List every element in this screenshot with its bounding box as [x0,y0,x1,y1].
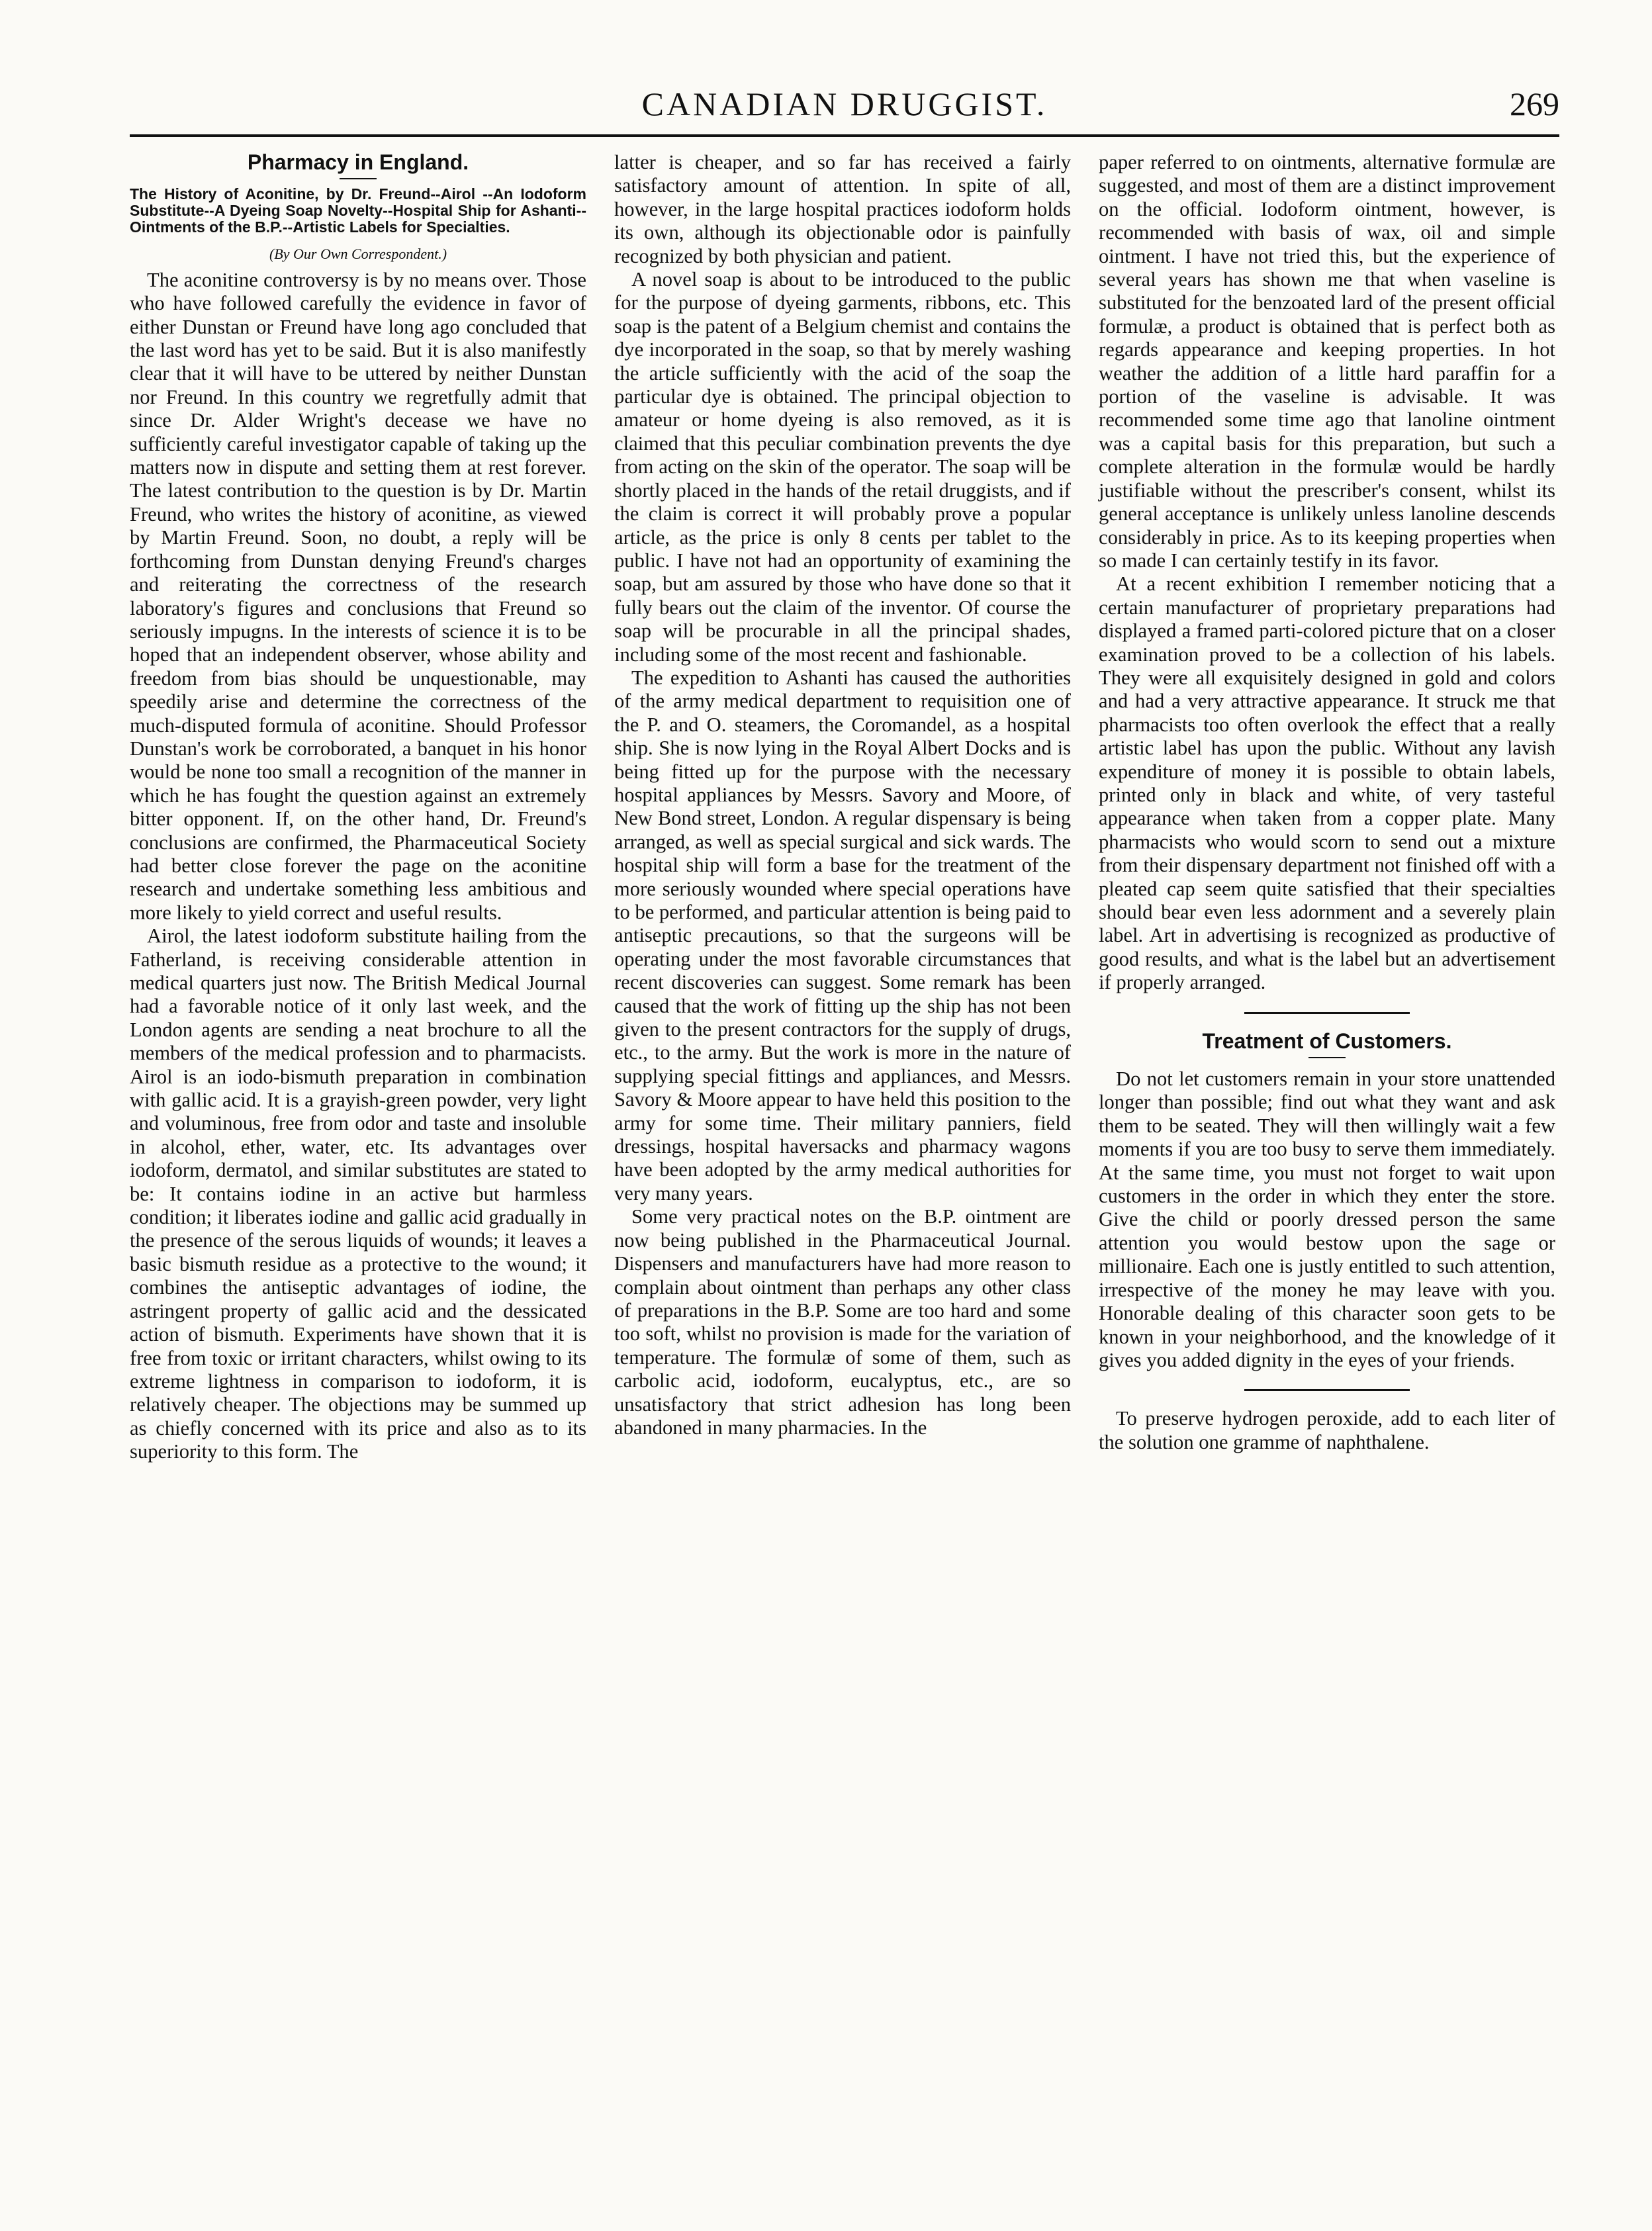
paragraph-peroxide-note: To preserve hydrogen peroxide, add to each liter of the solution one gramme of naphthalene. [1099,1407,1555,1453]
article-title: Pharmacy in England. [247,150,469,174]
column-2 [614,151,1071,1439]
column-3 [1099,151,1555,1454]
section-divider [1244,1389,1410,1391]
paragraph-ointments-continued: paper referred to on ointments, alternative formulæ are suggested, and most of them are a distinct improvement on the official. Iodoform ointment, however, is recommended with basis of wax, oil and simple ointment. I have not tried this, but the experience of several years has shown me that when vaseline is substituted for the benzoated lard of the present official formulæ, a product is obtained that is perfect both as regards appearance and keeping properties. In hot weather the addition of a little hard paraffin for a portion of the vaseline is advisable. It was recommended some time ago that lanoline ointment was a capital basis for this preparation, but such a complete alteration in the formulæ would be hardly justifiable without the prescriber's consent, whilst its general acceptance is unlikely unless lanoline descends considerably in price. As to its keeping properties when so made I can certainly testify in its favor. [1099,151,1555,572]
paragraph-continued: latter is cheaper, and so far has received a fairly satisfactory amount of attention. In spite of all, however, in the large hospital practices iodoform holds its own, although its objectionable odor is painfully recognized by both physician and patient. [614,151,1071,267]
paragraph-aconitine: The aconitine controversy is by no means over. Those who have followed carefully the evidence in favor of either Dunstan or Freund have long ago concluded that the last word has yet to be said. But it is also manifestly clear that it will have to be uttered by neither Dunstan nor Freund. In this country we regretfully admit that since Dr. Alder Wright's decease we have no sufficiently careful investigator capable of taking up the matters now in dispute and setting them at rest forever. The latest contribution to the question is by Dr. Martin Freund, who writes the history of aconitine, as viewed by Martin Freund. Soon, no doubt, a reply will be forthcoming from Dunstan denying Freund's charges and reiterating the correctness of the research laboratory's figures and conclusions that Freund so seriously impugns. In the interests of science it is to be hoped that an independent observer, whose ability and freedom from bias should be unquestionable, may speedily arise and determine the correctness of the much-disputed formula of aconitine. Should Professor Dunstan's work be corroborated, a banquet in his honor would be none too small a recognition of the manner in which he has fought the question against an extremely bitter opponent. If, on the other hand, Dr. Freund's conclusions are confirmed, the Pharmaceutical Society had better close forever the page on the aconitine research and undertake something less ambitious and more likely to yield correct and useful results. [130,268,586,924]
page-header [130,78,1559,139]
column-1 [130,151,586,1464]
header-rule [130,134,1559,137]
paragraph-labels: At a recent exhibition I remember noticing that a certain manufacturer of proprietary preparations had displayed a framed parti-colored picture that on a closer examination proved to be a collection of his labels. They were all exquisitely designed in gold and colors and had a very attractive appearance. It struck me that pharmacists too often overlook the effect that a really artistic label has upon the public. Without any lavish expenditure of money it is possible to obtain labels, printed only in black and white, of very tasteful appearance when taken from a copper plate. Many pharmacists who would scorn to send out a mixture from their dispensary department not finished off with a pleated cap seem quite satisfied that their specialties should bear even less adornment and a severely plain label. Art in advertising is recognized as productive of good results, and what is the label but an advertisement if properly arranged. [1099,572,1555,994]
paragraph-hospital-ship: The expedition to Ashanti has caused the authorities of the army medical department to requisition one of the P. and O. steamers, the Coromandel, as a hospital ship. She is now lying in the Royal Albert Docks and is being fitted up for the purpose with the necessary hospital appliances by Messrs. Savory and Moore, of New Bond street, London. A regular dispensary is being arranged, as well as special surgical and sick wards. The hospital ship will form a base for the treatment of the more seriously wounded where special operations have to be performed, and particular attention is being paid to antiseptic precautions, so that the surgeons will be operating under the most favorable circumstances that recent discoveries can suggest. Some remark has been caused that the work of fitting up the ship has not been given to the present contractors for the supply of drugs, etc., to the army. But the work is more in the nature of supplying special fittings and appliances, and Messrs. Savory & Moore appear to have held this position to the army for some time. Their military panniers, field dressings, hospital haversacks and pharmacy wagons have been adopted by the army medical authorities for very many years. [614,666,1071,1205]
paragraph-airol: Airol, the latest iodoform substitute hailing from the Fatherland, is receiving considerable attention in medical quarters just now. The British Medical Journal had a favorable notice of it only last week, and the London agents are sending a neat brochure to all the members of the medical profession and to pharmacists. Airol is an iodo-bismuth preparation in combination with gallic acid. It is a grayish-green powder, very light and voluminous, free from odor and taste and insoluble in alcohol, ether, water, etc. Its advantages over iodoform, dermatol, and similar substitutes are stated to be: It contains iodine in an active but harmless condition; it liberates iodine and gallic acid gradually in the presence of the serous liquids of wounds; it leaves a basic bismuth residue as a protective to the wound; it combines the antiseptic advantages of iodine, the astringent property of gallic acid and the dessicated action of bismuth. Experiments have shown that it is free from toxic or irritant characters, whilst owing to its extreme lightness in comparison to iodoform, it is relatively cheaper. The objections may be summed up as chiefly concerned with its price and also as to its superiority to this form. The [130,925,586,1463]
title-rule [340,178,377,179]
article-byline: (By Our Own Correspondent.) [269,246,447,263]
article-title: Treatment of Customers. [1202,1028,1452,1053]
article-deck: The History of Aconitine, by Dr. Freund--Airol --An Iodoform Substitute--A Dyeing Soap Novelty--Hospital Ship for Ashanti--Ointments of the B.P.--Artistic Labels for Specialties. [130,185,586,236]
paragraph-customers: Do not let customers remain in your store unattended longer than possible; find out what they want and ask them to be seated. They will then willingly wait a few moments if you are too busy to serve them immediately. At the same time, you must not forget to wait upon customers in the order in which they enter the store. Give the child or poorly dressed person the same attention you would bestow upon the sage or millionaire. Each one is justly entitled to such attention, irrespective of the money he may leave with you. Honorable dealing of this character soon gets to be known in your neighborhood, and the knowledge of it gives you added dignity in the eyes of your friends. [1099,1068,1555,1371]
title-rule [1308,1057,1346,1058]
paragraph-ointments: Some very practical notes on the B.P. ointment are now being published in the Pharmaceutical Journal. Dispensers and manufacturers have had more reason to complain about ointment than perhaps any other class of preparations in the B.P. Some are too hard and some too soft, whilst no provision is made for the variation of temperature. The formulæ of some of them, such as carbolic acid, iodoform, eucalyptus, etc., are so unsatisfactory that strict adhesion has long been abandoned in many pharmacies. In the [614,1205,1071,1439]
publication-title: CANADIAN DRUGGIST. [641,85,1048,122]
page-number: 269 [1510,85,1559,122]
paragraph-dyeing-soap: A novel soap is about to be introduced to the public for the purpose of dyeing garments, ribbons, etc. This soap is the patent of a Belgium chemist and contains the dye incorporated in the soap, so that by merely washing the article sufficiently with the acid of the soap the particular dye is obtained. The principal objection to amateur or home dyeing is also removed, as it is claimed that this peculiar combination prevents the dye from acting on the skin of the operator. The soap will be shortly placed in the hands of the retail druggists, and if the claim is correct it will probably prove a popular article, as the price is only 8 cents per tablet to the public. I have not had an opportunity of examining the soap, but am assured by those who have done so that it fully bears out the claim of the inventor. Of course the soap will be procurable in all the principal shades, including some of the most recent and fashionable. [614,268,1071,666]
section-divider [1244,1012,1410,1014]
